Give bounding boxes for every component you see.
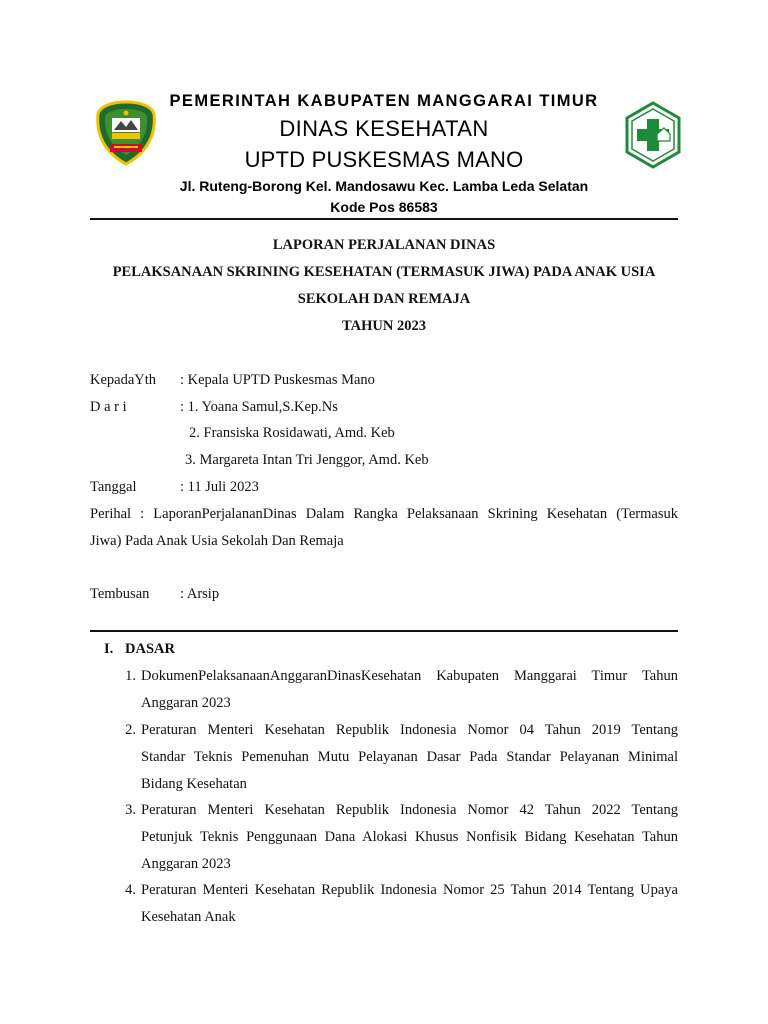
- item-number: 1.: [125, 668, 136, 684]
- postal-code-line: Kode Pos 86583: [330, 199, 438, 215]
- section-numeral: I.: [104, 641, 114, 657]
- item-line: Anggaran 2023: [141, 856, 231, 872]
- government-name: PEMERINTAH KABUPATEN MANGGARAI TIMUR: [169, 92, 599, 110]
- date-label: Tanggal: [90, 479, 137, 495]
- title-line-4: TAHUN 2023: [342, 318, 426, 334]
- unit-name: UPTD PUSKESMAS MANO: [244, 147, 524, 172]
- item-number: 3.: [125, 802, 136, 818]
- title-line-2: PELAKSANAAN SKRINING KESEHATAN (TERMASUK JIWA) PADA ANAK USIA: [112, 264, 656, 280]
- section-heading: DASAR: [125, 641, 175, 657]
- item-number: 2.: [125, 722, 136, 738]
- title-line-3: SEKOLAH DAN REMAJA: [297, 291, 471, 307]
- item-line: Petunjuk Teknis Penggunaan Dana Alokasi Khusus Nonfisik Bidang Kesehatan Tahun: [141, 829, 678, 845]
- to-value: : Kepala UPTD Puskesmas Mano: [180, 372, 375, 388]
- agency-name: DINAS KESEHATAN: [279, 116, 489, 141]
- item-line: Peraturan Menteri Kesehatan Republik Indonesia Nomor 04 Tahun 2019 Tentang: [141, 722, 678, 738]
- item-line: Standar Teknis Pemenuhan Mutu Pelayanan Dasar Pada Standar Pelayanan Minimal: [141, 749, 678, 765]
- from-label: D a r i: [90, 399, 127, 415]
- subject-line-1: Perihal : LaporanPerjalananDinas Dalam Rangka Pelaksanaan Skrining Kesehatan (Termasuk: [90, 506, 678, 522]
- cc-label: Tembusan: [90, 586, 150, 602]
- item-line: Kesehatan Anak: [141, 909, 236, 925]
- item-line: Peraturan Menteri Kesehatan Republik Indonesia Nomor 25 Tahun 2014 Tentang Upaya: [141, 882, 678, 898]
- item-line: Anggaran 2023: [141, 695, 231, 711]
- item-line: Bidang Kesehatan: [141, 776, 247, 792]
- to-label: KepadaYth: [90, 372, 157, 388]
- from-item-3: 3. Margareta Intan Tri Jenggor, Amd. Keb: [185, 452, 429, 468]
- subject-line-2: Jiwa) Pada Anak Usia Sekolah Dan Remaja: [90, 533, 344, 549]
- item-line: DokumenPelaksanaanAnggaranDinasKesehatan Kabupaten Manggarai Timur Tahun: [141, 668, 678, 684]
- item-number: 4.: [125, 882, 136, 898]
- title-line-1: LAPORAN PERJALANAN DINAS: [272, 237, 496, 253]
- address-line: Jl. Ruteng-Borong Kel. Mandosawu Kec. Lamba Leda Selatan: [179, 178, 589, 194]
- cc-value: : Arsip: [180, 586, 220, 602]
- item-line: Peraturan Menteri Kesehatan Republik Indonesia Nomor 42 Tahun 2022 Tentang: [141, 802, 678, 818]
- date-value: : 11 Juli 2023: [180, 479, 259, 495]
- section-divider: [90, 630, 678, 632]
- from-item-2: 2. Fransiska Rosidawati, Amd. Keb: [189, 425, 395, 441]
- letterhead-divider: [90, 218, 678, 220]
- from-item-1: : 1. Yoana Samul,S.Kep.Ns: [180, 399, 338, 415]
